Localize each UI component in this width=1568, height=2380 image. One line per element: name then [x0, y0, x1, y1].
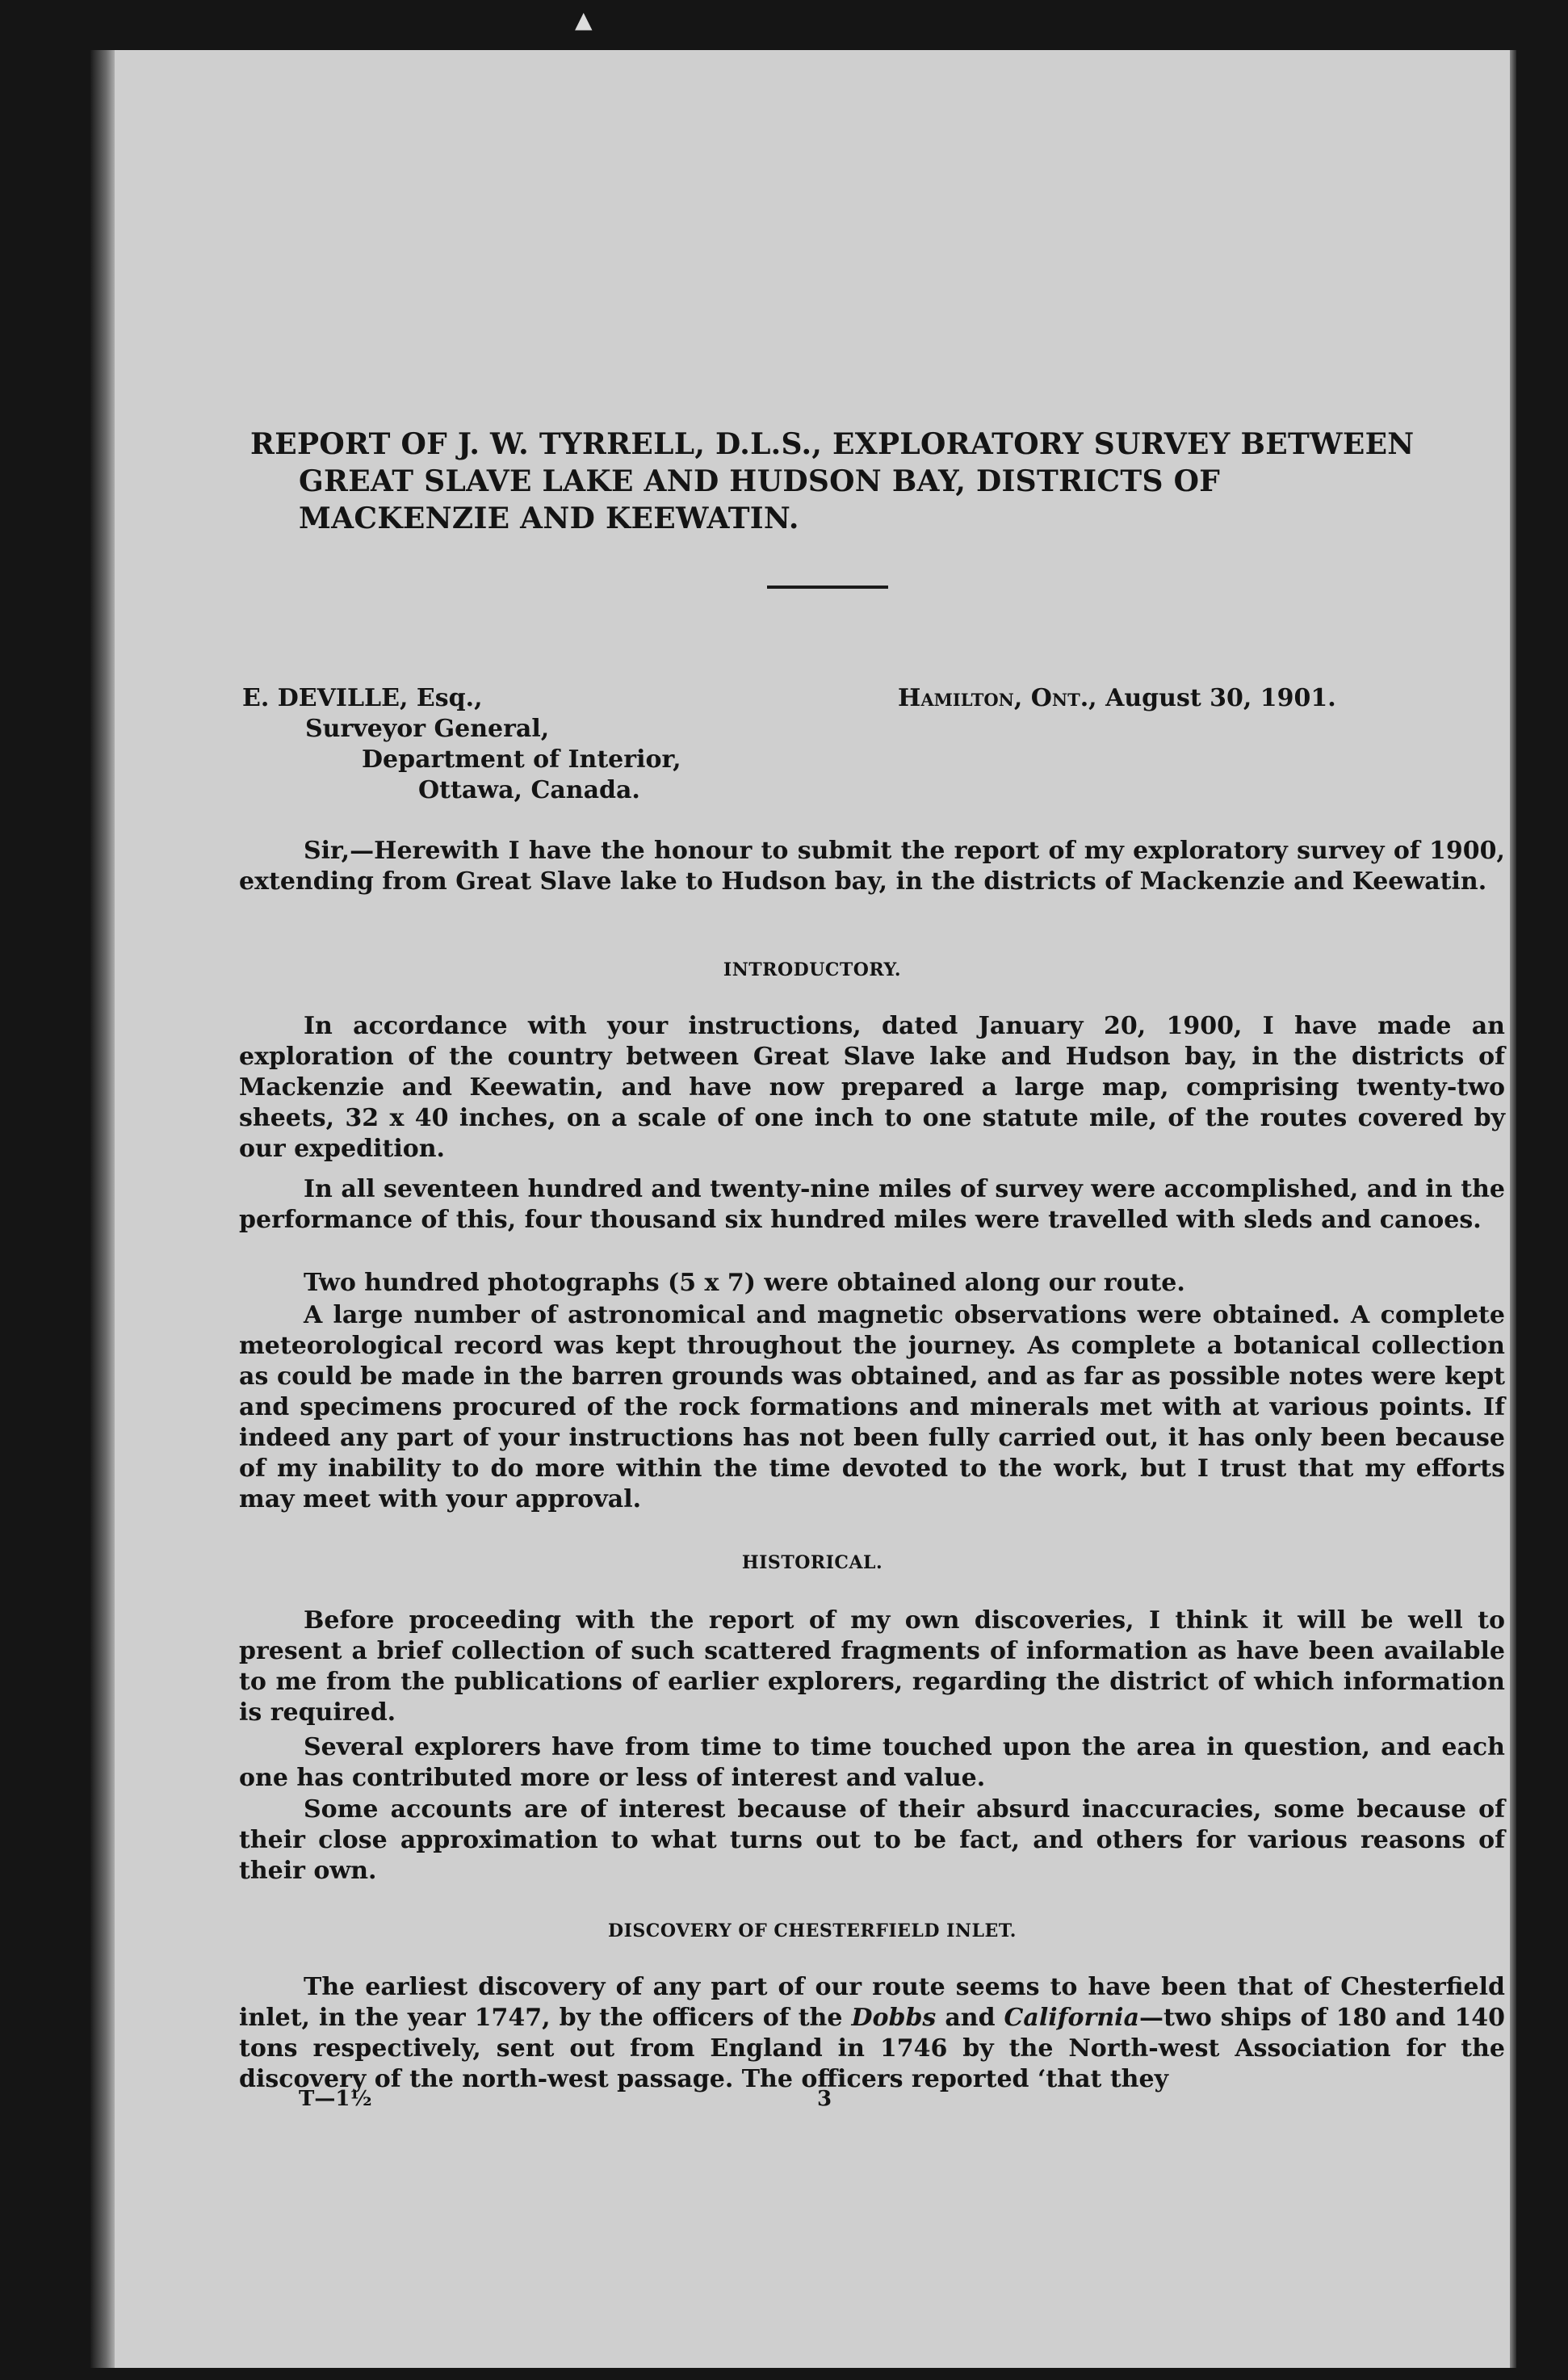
place-date	[898, 684, 1336, 712]
historical-paragraph-3: Some accounts are of interest because of their absurd inaccuracies, some because of their close approximation to what turns out to be fact, and others for various reasons of their own.	[239, 1795, 1505, 1885]
printer-signature: T—1½	[299, 2087, 372, 2111]
ship-name-california: California	[1004, 2004, 1140, 2032]
letter-date: August 30, 1901.	[1105, 684, 1336, 712]
addressee-name: E. DEVILLE, Esq.,	[242, 684, 483, 712]
section-heading-introductory: INTRODUCTORY.	[723, 959, 902, 980]
binding-shadow	[90, 50, 116, 2368]
discovery-text-c: —two ships of 180 and 140 tons respectively, sent out from England in 1746 by the North-west Association for the discovery of the north-west passage. The officers reported ‘that they	[239, 2004, 1505, 2093]
section-heading-historical: HISTORICAL.	[741, 1552, 883, 1573]
addressee-city: Ottawa, Canada.	[418, 776, 640, 804]
document-page	[115, 50, 1510, 2368]
scan-mark: ▲	[575, 6, 593, 33]
introductory-paragraph-1: In accordance with your instructions, dated January 20, 1900, I have made an exploration of the country between Great Slave lake and Hudson bay, in the districts of Mackenzie and Keewatin, and have now prepared a large map, comprising twenty-two sheets, 32 x 40 inches, on a scale of one inch to one statute mile, of the routes covered by our expedition.	[239, 1012, 1505, 1163]
salutation-paragraph: Sir,—Herewith I have the honour to submit the report of my exploratory survey of 1900, extending from Great Slave lake to Hudson bay, in the districts of Mackenzie and Keewatin.	[239, 837, 1505, 896]
discovery-text-b: and	[936, 2004, 1004, 2032]
report-title: REPORT OF J. W. TYRRELL, D.L.S., EXPLORATORY SURVEY BETWEEN GREAT SLAVE LAKE AND HUDSON BAY, DISTRICTS OF MACKENZIE AND KEEWATIN.	[250, 427, 1415, 535]
title-divider	[767, 586, 888, 589]
historical-paragraph-2: Several explorers have from time to time touched upon the area in question, and each one has contributed more or less of interest and value.	[239, 1733, 1505, 1792]
addressee-department: Department of Interior,	[362, 745, 681, 774]
historical-paragraph-1: Before proceeding with the report of my own discoveries, I think it will be well to present a brief collection of such scattered fragments of information as have been available to me from the publications of earlier explorers, regarding the district of which information is required.	[239, 1606, 1505, 1727]
place: Hamilton, Ont.,	[898, 684, 1097, 712]
introductory-paragraph-2: In all seventeen hundred and twenty-nine miles of survey were accomplished, and in the performance of this, four thousand six hundred miles were travelled with sleds and canoes.	[239, 1175, 1505, 1234]
discovery-text-a: The earliest discovery of any part of our route seems to have been that of Chesterfield inlet, in the year 1747, by the officers of the	[239, 1973, 1505, 2032]
ship-name-dobbs: Dobbs	[851, 2004, 937, 2032]
page-number: 3	[817, 2087, 832, 2111]
discovery-paragraph-1	[239, 1972, 1505, 2095]
section-heading-discovery: DISCOVERY OF CHESTERFIELD INLET.	[608, 1920, 1017, 1941]
introductory-paragraph-3: Two hundred photographs (5 x 7) were obtained along our route.	[304, 1269, 1185, 1297]
addressee-title: Surveyor General,	[305, 715, 550, 743]
introductory-paragraph-4: A large number of astronomical and magnetic observations were obtained. A complete meteorological record was kept throughout the journey. As complete a botanical collection as could be made in the barren grounds was obtained, and as far as possible notes were kept and specimens procured of the rock formations and minerals met with at various points. If indeed any part of your instructions has not been fully carried out, it has only been because of my inability to do more within the time devoted to the work, but I trust that my efforts may meet with your approval.	[239, 1301, 1505, 1513]
